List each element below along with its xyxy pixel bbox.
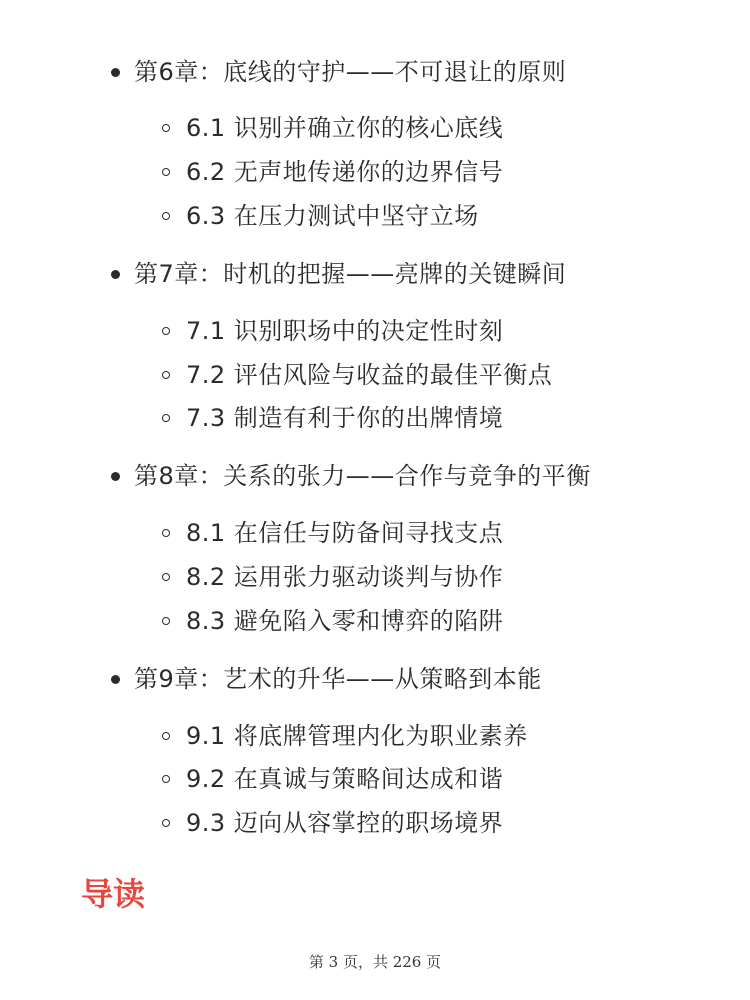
bullet-circle-icon [162,327,170,335]
section-title: 8.2 运用张力驱动谈判与协作 [186,563,504,591]
chapter-title: 第6章：底线的守护——不可退让的原则 [134,58,567,86]
bullet-circle-icon [162,529,170,537]
bullet-circle-icon [162,124,170,132]
section-item [0,358,750,392]
bullet-disc-icon [111,472,120,481]
section-item [0,516,750,550]
section-title: 6.2 无声地传递你的边界信号 [186,158,504,186]
chapter-item [0,256,750,292]
section-title: 9.3 迈向从容掌控的职场境界 [186,809,504,837]
section-title: 8.1 在信任与防备间寻找支点 [186,519,504,547]
section-item [0,111,750,145]
section-item [0,199,750,233]
section-item [0,560,750,594]
bullet-circle-icon [162,573,170,581]
section-item [0,401,750,435]
section-title: 8.3 避免陷入零和博弈的陷阱 [186,607,504,635]
bullet-circle-icon [162,775,170,783]
section-title: 7.3 制造有利于你的出牌情境 [186,404,504,432]
chapter-item [0,661,750,697]
section-title: 6.3 在压力测试中坚守立场 [186,202,479,230]
section-title: 7.1 识别职场中的决定性时刻 [186,317,504,345]
chapter-item [0,54,750,90]
bullet-circle-icon [162,617,170,625]
bullet-circle-icon [162,819,170,827]
section-title: 9.1 将底牌管理内化为职业素养 [186,722,528,750]
chapter-title: 第7章：时机的把握——亮牌的关键瞬间 [134,260,567,288]
section-item [0,155,750,189]
bullet-disc-icon [111,270,120,279]
section-item [0,806,750,840]
bullet-circle-icon [162,212,170,220]
bullet-circle-icon [162,168,170,176]
chapter-item [0,458,750,494]
section-item [0,762,750,796]
chapter-title: 第9章：艺术的升华——从策略到本能 [134,665,542,693]
section-title: 9.2 在真诚与策略间达成和谐 [186,765,504,793]
bullet-circle-icon [162,371,170,379]
page-number-footer: 第 3 页，共 226 页 [308,953,442,971]
section-item [0,314,750,348]
bullet-circle-icon [162,732,170,740]
chapter-title: 第8章：关系的张力——合作与竞争的平衡 [134,462,591,490]
bullet-circle-icon [162,414,170,422]
section-heading: 导读 [81,875,146,913]
section-item [0,719,750,753]
section-title: 7.2 评估风险与收益的最佳平衡点 [186,361,553,389]
section-title: 6.1 识别并确立你的核心底线 [186,114,504,142]
section-item [0,604,750,638]
bullet-disc-icon [111,68,120,77]
bullet-disc-icon [111,675,120,684]
